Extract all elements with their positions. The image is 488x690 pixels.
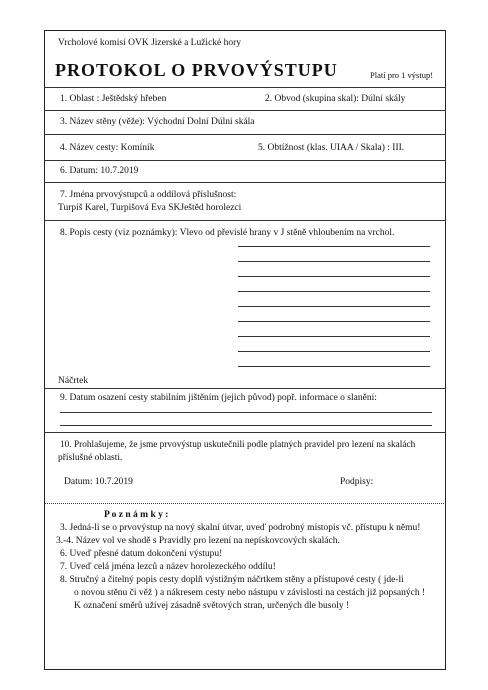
writing-line	[238, 336, 430, 337]
divider	[44, 87, 446, 88]
note-item: 3. Jedná-li se o prvovýstup na nový skalní útvar, uveď podrobný místopis vč. přístupu k němu!	[60, 523, 421, 533]
field-obvod: 2. Obvod (skupina skal): Dúlní skály	[265, 94, 406, 104]
writing-line	[60, 425, 432, 426]
field-popis: 8. Popis cesty (viz poznámky): Vlevo od převislé hrany v J stěně vhloubením na vrchol.	[60, 228, 395, 238]
writing-line	[238, 291, 430, 292]
notes-heading: P o z n á m k y :	[104, 510, 169, 520]
field-datum: 6. Datum: 10.7.2019	[60, 166, 139, 176]
field-obtiznost: 5. Obtížnost (klas. UIAA / Skala) : III.	[258, 143, 405, 153]
note-item: 7. Uveď celá jména lezců a název horolezeckého oddílu!	[60, 562, 276, 572]
writing-line	[238, 366, 430, 367]
writing-line	[238, 306, 430, 307]
valid-note: Platí pro 1 výstup!	[370, 70, 434, 80]
field-jmena-label: 7. Jména prvovýstupců a oddílová příslušnost:	[60, 190, 237, 200]
writing-line	[238, 351, 430, 352]
field-prohlaseni-2: příslušné oblasti.	[58, 453, 123, 463]
note-item: 6. Uveď přesné datum dokončení výstupu!	[60, 549, 223, 559]
writing-line	[60, 412, 432, 413]
divider	[44, 134, 446, 135]
field-oblast: 1. Oblast : Ještědský hřeben	[60, 94, 167, 104]
divider	[44, 182, 446, 183]
committee-name: Vrcholové komisí OVK Jizerské a Lužické hory	[58, 38, 242, 48]
divider	[44, 110, 446, 111]
field-stena: 3. Název stěny (věže): Východní Dolní Dúlní skála	[60, 117, 255, 127]
note-item: 3.-4. Název vol ve shodě s Pravidly pro lezení na nepískovcových skalách.	[56, 536, 340, 546]
dotted-divider	[44, 503, 446, 504]
writing-line	[238, 261, 430, 262]
writing-line	[238, 321, 430, 322]
field-datum-footer: Datum: 10.7.2019	[64, 477, 133, 487]
divider	[44, 432, 446, 433]
page-title: PROTOKOL O PRVOVÝSTUPU	[55, 60, 338, 80]
field-jisteni: 9. Datum osazení cesty stabilním jištěním (jejich původ) popř. informace o slanění:	[60, 393, 377, 403]
note-item: K označení směrů užívej zásadně světových stran, určených dle busoly !	[74, 601, 350, 611]
field-prohlaseni-1: 10. Prohlašujeme, že jsme prvovýstup uskutečnili podle platných pravidel pro lezení na skalách	[60, 440, 416, 450]
note-item: o novou stěnu či věž ) a nákresem cesty nebo nástupu v závislosti na cestách již popsaných !	[74, 588, 426, 598]
divider	[44, 220, 446, 221]
divider	[44, 388, 446, 389]
field-podpisy: Podpisy:	[340, 477, 374, 487]
field-nacrtek: Náčrtek	[58, 376, 89, 386]
writing-line	[238, 276, 430, 277]
divider	[44, 160, 446, 161]
writing-line	[238, 246, 430, 247]
field-jmena-value: Turpiš Karel, Turpišová Eva SKJeštěd horolezci	[58, 203, 242, 213]
note-item: 8. Stručný a čitelný popis cesty doplň výstižným náčrtkem stěny a přístupové cesty ( jde-li	[60, 575, 404, 585]
field-cesta: 4. Název cesty: Komíník	[60, 143, 155, 153]
